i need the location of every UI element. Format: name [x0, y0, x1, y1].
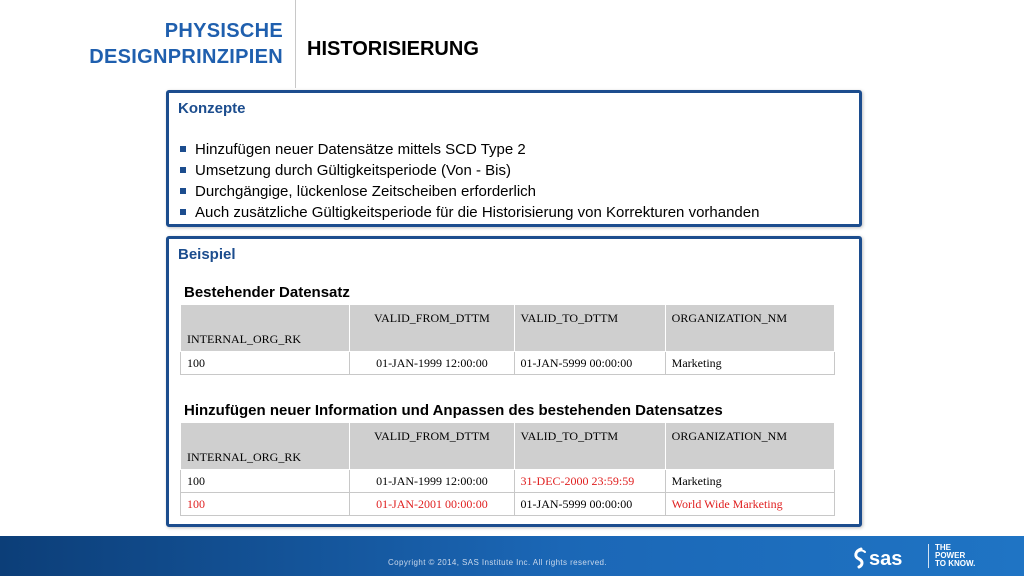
table1-title: Bestehender Datensatz	[184, 284, 350, 301]
beispiel-box	[166, 236, 862, 527]
table-cell: 100	[181, 352, 350, 375]
sas-tagline	[935, 544, 975, 568]
column-header: ORGANIZATION_NM	[665, 423, 834, 470]
table-cell-new: World Wide Marketing	[665, 493, 834, 516]
bullet-item: Umsetzung durch Gültigkeitsperiode (Von - Bis)	[178, 160, 759, 181]
bullet-item: Auch zusätzliche Gültigkeitsperiode für die Historisierung von Korrekturen vorhanden	[178, 202, 759, 223]
table-cell: 01-JAN-5999 00:00:00	[514, 493, 665, 516]
tagline-line: THE	[935, 543, 951, 552]
table-row	[181, 352, 835, 375]
column-header: ORGANIZATION_NM	[665, 305, 834, 352]
table-cell: Marketing	[665, 470, 834, 493]
table-cell: Marketing	[665, 352, 834, 375]
logo-separator	[928, 544, 929, 568]
header-divider	[295, 0, 296, 88]
column-header: INTERNAL_ORG_RK	[181, 423, 350, 470]
table-cell: 01-JAN-1999 12:00:00	[350, 470, 514, 493]
footer-bar	[0, 536, 1024, 576]
column-header: INTERNAL_ORG_RK	[181, 305, 350, 352]
column-header: VALID_FROM_DTTM	[350, 305, 514, 352]
beispiel-heading: Beispiel	[178, 246, 236, 263]
column-header: VALID_TO_DTTM	[514, 423, 665, 470]
header-left-title	[0, 18, 283, 70]
table-header-row	[181, 305, 835, 352]
header-left-line2: DESIGNPRINZIPIEN	[89, 46, 283, 68]
table-cell-new: 100	[181, 493, 350, 516]
table-cell: 100	[181, 470, 350, 493]
sas-logo-icon	[852, 546, 922, 570]
column-header: VALID_FROM_DTTM	[350, 423, 514, 470]
konzepte-box	[166, 90, 862, 227]
table-cell: 01-JAN-5999 00:00:00	[514, 352, 665, 375]
bullet-item: Durchgängige, lückenlose Zeitscheiben erforderlich	[178, 181, 759, 202]
sas-logo-text: sas	[869, 548, 903, 570]
page-title: HISTORISIERUNG	[307, 38, 479, 60]
tagline-line: POWER	[935, 551, 966, 560]
table-cell-changed: 31-DEC-2000 23:59:59	[514, 470, 665, 493]
table-header-row	[181, 423, 835, 470]
existing-record-table	[180, 304, 835, 375]
table-cell: 01-JAN-1999 12:00:00	[350, 352, 514, 375]
table-row	[181, 470, 835, 493]
table-row-new	[181, 493, 835, 516]
konzepte-heading: Konzepte	[178, 100, 246, 117]
tagline-line: TO KNOW.	[935, 559, 976, 568]
table-cell-new: 01-JAN-2001 00:00:00	[350, 493, 514, 516]
table2-title: Hinzufügen neuer Information und Anpassen des bestehenden Datensatzes	[184, 402, 723, 419]
updated-records-table	[180, 422, 835, 516]
konzepte-bullet-list	[178, 139, 759, 223]
copyright-text: Copyright © 2014, SAS Institute Inc. All rights reserved.	[388, 558, 608, 567]
bullet-item: Hinzufügen neuer Datensätze mittels SCD Type 2	[178, 139, 759, 160]
column-header: VALID_TO_DTTM	[514, 305, 665, 352]
header-left-line1: PHYSISCHE	[164, 20, 283, 42]
